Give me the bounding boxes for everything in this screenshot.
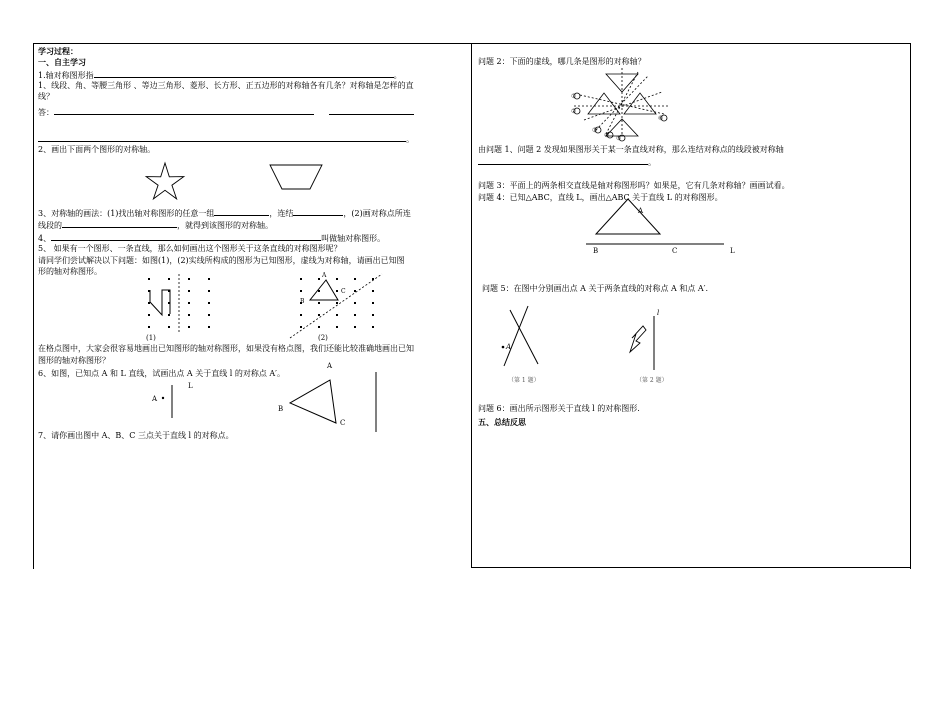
triangle-label-b: B — [278, 405, 284, 413]
paragraph-line2: 图形的轴对称图形？ — [38, 356, 110, 365]
learning-process-heading: 学习过程： — [38, 46, 78, 56]
q1-end: 。 — [393, 71, 402, 80]
q3-text-d: 线段的 — [38, 221, 62, 230]
q3-text-b: ，连结 — [269, 209, 294, 218]
problem-2-result-blank — [478, 156, 656, 168]
q4-label-a: A — [638, 207, 644, 215]
fig-label-6: ⑥ — [658, 115, 664, 122]
q4-text-b: 叫做轴对称图形。 — [321, 234, 386, 243]
question-1b-line2: 线？ — [38, 92, 54, 101]
triangle-label-a: A — [327, 362, 333, 370]
fig-label-4: ④ — [604, 132, 610, 139]
section-5-heading: 五、总结反思 — [478, 417, 526, 427]
q5-arrow — [630, 326, 646, 352]
fig-label-1: ① — [571, 93, 577, 100]
question-1b-line1: 1、线段、角、等腰三角形 、等边三角形、菱形、长方形、正五边形的对称轴各有几条？对称轴是怎样的直 — [38, 81, 414, 90]
question-3-line1 — [38, 207, 411, 219]
q3-blank-1[interactable] — [214, 207, 269, 216]
question-5-line1: 5、 如果有一个图形、一条直线，那么如何画出这个图形关于这条直线的对称图形呢？ — [38, 244, 342, 253]
q4-label-c: C — [672, 247, 678, 255]
result-end: 。 — [648, 158, 656, 167]
problem-4: 问题 4：已知△ABC，直线 L，画出△ABC 关于直线 L 的对称图形。 — [478, 193, 723, 202]
fig-label-3: ③ — [592, 127, 598, 134]
answer-period: 。 — [406, 135, 414, 144]
abc-triangle — [290, 380, 336, 423]
result-blank[interactable] — [478, 156, 648, 165]
q3-blank-3[interactable] — [62, 219, 177, 228]
grid1-caption: (1) — [146, 334, 156, 342]
q4-blank[interactable] — [51, 232, 321, 241]
q5-line-2 — [504, 306, 528, 366]
problem-5: 问题 5：在图中分别画出点 A 关于两条直线的对称点 A 和点 A′. — [482, 284, 709, 293]
q5-line-1 — [510, 310, 538, 364]
question-5-line3: 形的轴对称图形。 — [38, 267, 102, 276]
q3-blank-2[interactable] — [293, 207, 343, 216]
q6-label-l: L — [188, 382, 193, 390]
section-1-heading: 一、自主学习 — [38, 57, 86, 67]
problem-2-result: 由问题 1、问题 2 发现如果图形关于某一条直线对称，那么连结对称点的线段被对称轴 — [478, 145, 784, 154]
grid1-shape — [150, 290, 170, 315]
q1-text: 1.轴对称图形指 — [38, 71, 94, 80]
q4-label-l: L — [730, 247, 735, 255]
grid2-triangle — [310, 280, 338, 300]
answer-label: 答： — [38, 108, 54, 117]
fig-label-2: ② — [571, 108, 577, 115]
triangle-label-c: C — [340, 419, 346, 427]
question-3-line2 — [38, 219, 273, 231]
problem-2: 问题 2：下面的虚线，哪几条是图形的对称轴？ — [478, 57, 646, 66]
caption-1: （第 1 题） — [508, 377, 540, 384]
grid2-caption: (2) — [318, 334, 328, 342]
q4-text-a: 4、 — [38, 234, 52, 243]
q4-label-b: B — [593, 247, 599, 255]
problem-6: 问题 6：画出所示图形关于直线 l 的对称图形. — [478, 404, 640, 413]
star-shape — [146, 163, 184, 199]
q6-point-a — [162, 397, 164, 399]
fig-label-5: ⑤ — [616, 135, 622, 142]
question-4 — [38, 232, 385, 244]
q3-text-e: ，就得到该图形的对称轴。 — [177, 221, 273, 230]
question-2: 2、画出下面两个图形的对称轴。 — [38, 145, 156, 154]
problem-3: 问题 3：平面上的两条相交直线是轴对称图形吗？如果是，它有几条对称轴？画画试看。 — [478, 181, 790, 190]
q6-label-a: A — [152, 395, 158, 403]
grid2-label-c: C — [341, 288, 346, 295]
q3-text-c: ，(2)画对称点所连 — [343, 209, 411, 218]
grid-figure-2 — [300, 278, 374, 328]
axes-figure — [574, 68, 668, 141]
grid2-label-a: A — [322, 272, 327, 279]
paragraph-line1: 在格点图中，大家会很容易地画出已知图形的轴对称图形，如果没有格点图，我们还能比较准确地画出已知 — [38, 344, 414, 353]
trapezoid-shape — [270, 165, 322, 189]
q5-point-a — [502, 346, 505, 349]
caption-2: （第 2 题） — [636, 377, 668, 384]
q4-triangle — [596, 199, 660, 234]
q5-label-a: A — [506, 343, 512, 351]
q5-label-l: l — [657, 309, 660, 317]
question-6: 6、如图，已知点 A 和 L 直线，试画出点 A 关于直线 l 的对称点 A′。 — [38, 369, 285, 378]
question-7: 7、请你画出图中 A、B、C 三点关于直线 l 的对称点。 — [38, 431, 234, 440]
question-5-line2: 请同学们尝试解决以下问题：如图(1)，(2)实线所构成的图形为已知图形，虚线为对称轴，请画出已知图 — [38, 256, 405, 265]
grid2-label-b: B — [300, 298, 305, 305]
q3-text-a: 3、对称轴的画法：(1)找出轴对称图形的任意一组 — [38, 209, 215, 218]
